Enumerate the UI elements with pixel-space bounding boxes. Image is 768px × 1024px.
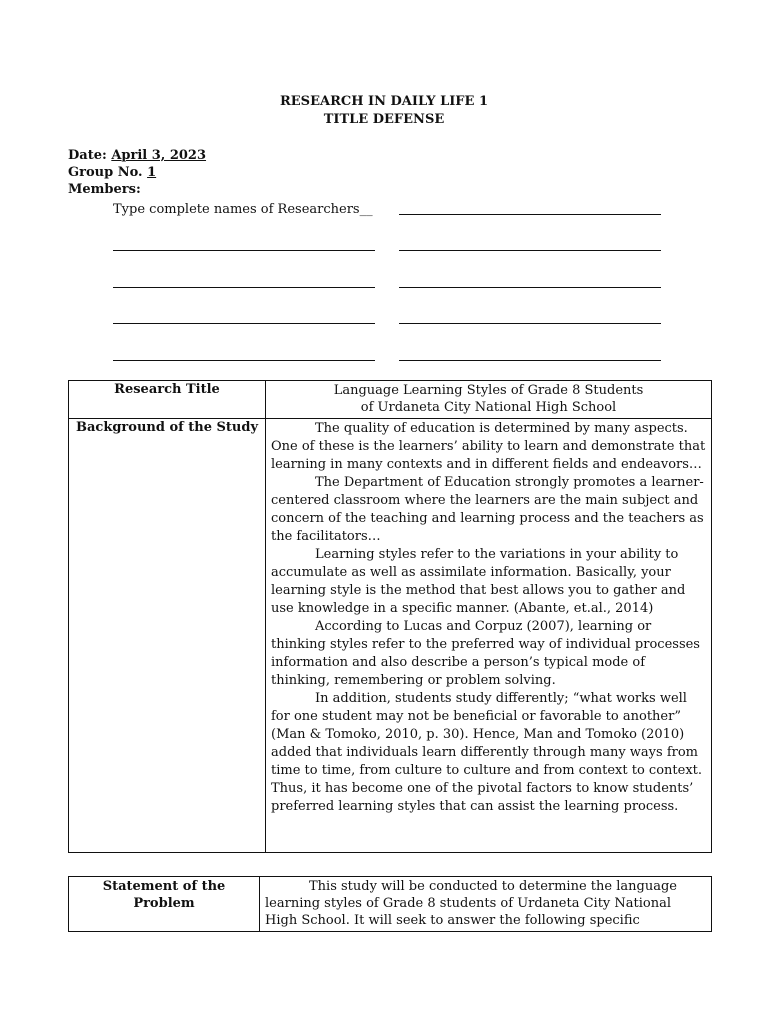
date-label: Date: [68, 148, 107, 163]
member-name-line [399, 287, 661, 288]
statement-table [68, 876, 712, 932]
group-label: Group No. [68, 165, 143, 180]
group-field [68, 165, 156, 180]
background-text [266, 419, 712, 853]
member-name-line [113, 360, 375, 361]
member-name-line [113, 250, 375, 251]
background-paragraph: In addition, students study differently; “what works well for one student may not be beneficial or favorable to another” (Man & Tomoko, 2010, p. 30). Hence, Man and Tomoko (2010) added that individuals learn differently through many ways from time to time, from culture to culture and from context to context. Thus, it has become one of the pivotal factors to know students’ preferred learning styles that can assist the learning process. [271, 691, 703, 814]
research-title-row [69, 381, 712, 419]
date-field [68, 148, 206, 163]
statement-row [69, 877, 712, 932]
background-paragraph: According to Lucas and Corpuz (2007), learning or thinking styles refer to the preferred way of individual processes information and also describe a person’s typical mode of thinking, remembering or problem solving. [271, 619, 700, 688]
group-value: 1 [147, 165, 157, 180]
member-name-line [113, 323, 375, 324]
member-name-line [399, 214, 661, 215]
members-hint: Type complete names of Researchers__ [113, 202, 373, 217]
date-value: April 3, 2023 [111, 148, 207, 163]
statement-label [69, 877, 260, 932]
research-title-value [266, 381, 712, 419]
course-title: RESEARCH IN DAILY LIFE 1 [279, 94, 489, 109]
statement-label-line: Problem [133, 896, 195, 911]
background-label: Background of the Study [69, 419, 266, 853]
background-row [69, 419, 712, 853]
background-paragraph: The quality of education is determined by many aspects. One of these is the learners’ ability to learn and demonstrate that learning in many contexts and in different fields and endeavors… [271, 421, 706, 472]
members-label: Members: [68, 182, 141, 197]
research-table [68, 380, 712, 853]
background-paragraph: Learning styles refer to the variations in your ability to accumulate as well as assimilate information. Basically, your learning style is the method that best allows you to gather and use knowledge in a specific manner. (Abante, et.al., 2014) [271, 547, 686, 616]
research-title-label: Research Title [69, 381, 266, 419]
research-title-line: Language Learning Styles of Grade 8 Students [333, 383, 644, 398]
statement-paragraph: This study will be conducted to determine the language learning styles of Grade 8 students of Urdaneta City National High School. It will seek to answer the following specific [265, 879, 677, 928]
member-name-line [399, 323, 661, 324]
statement-text [260, 877, 712, 932]
member-name-line [399, 250, 661, 251]
member-name-line [113, 287, 375, 288]
document-title: TITLE DEFENSE [323, 112, 445, 127]
statement-label-line: Statement of the [102, 879, 226, 894]
research-title-line: of Urdaneta City National High School [360, 400, 617, 415]
background-paragraph: The Department of Education strongly promotes a learner-centered classroom where the learners are the main subject and concern of the teaching and learning process and the teachers as the facilitators… [271, 475, 704, 544]
member-name-line [399, 360, 661, 361]
